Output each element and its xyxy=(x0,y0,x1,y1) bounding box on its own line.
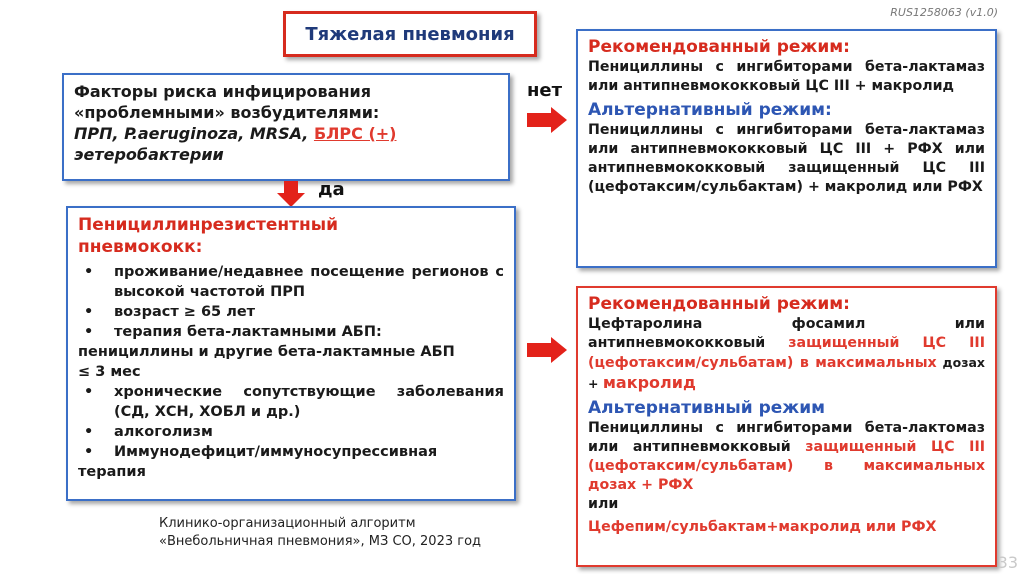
rec-red-2: макролид xyxy=(602,373,696,392)
arrow-down-icon xyxy=(277,181,305,207)
recommended-text: Пенициллины с ингибиторами бета-лактамаз или антипневмококковый ЦС III + макролид xyxy=(588,59,985,94)
title-box xyxy=(283,11,537,57)
risk-line-1: Факторы риска инфицирования xyxy=(74,82,371,101)
risk-pathogens: ПРП, P.aeruginoza, MRSA, xyxy=(74,124,314,143)
recommended-heading: Рекомендованный режим: xyxy=(588,37,850,57)
arrow-right-icon xyxy=(527,107,567,133)
list-item: терапия xyxy=(78,464,146,480)
rec-plain-1: Цефтаролина фосамил или антипневмококковый xyxy=(588,316,985,351)
risk-line-2: «проблемными» возбудителями: xyxy=(74,103,380,122)
list-item: пенициллины и другие бета-лактамные АБП xyxy=(78,344,455,360)
list-item: • возраст ≥ 65 лет xyxy=(78,302,504,322)
final-regimen: Цефепим/сульбактам+макролид или РФХ xyxy=(588,519,937,535)
penicillin-resistant-box xyxy=(66,206,516,501)
penicillin-title-1: Пенициллинрезистентный xyxy=(78,215,339,235)
alt-red: защищенный ЦС III (цефотаксим/сульбатам) в максимальных дозах + РФХ xyxy=(588,439,985,493)
regimen-box-no-risk xyxy=(576,29,997,268)
source-line-1: Клинико-организационный алгоритм xyxy=(159,516,416,531)
penicillin-title-2: пневмококк: xyxy=(78,237,203,257)
alternative-text xyxy=(588,419,985,495)
list-item: • проживание/недавнее посещение регионов с высокой частотой ПРП xyxy=(78,262,504,302)
list-item: • хронические сопутствующие заболевания (СД, ХСН, ХОБЛ и др.) xyxy=(78,382,504,422)
or-text: или xyxy=(588,496,619,512)
source-note xyxy=(159,515,481,551)
recommended-text xyxy=(588,315,985,394)
list-item: • терапия бета-лактамными АБП: xyxy=(78,322,504,342)
alternative-heading: Альтернативный режим xyxy=(588,398,826,418)
list-item: ≤ 3 мес xyxy=(78,364,141,380)
label-yes: да xyxy=(318,179,345,200)
source-line-2: «Внебольничная пневмония», МЗ СО, 2023 год xyxy=(159,534,482,549)
recommended-heading: Рекомендованный режим: xyxy=(588,294,850,314)
page-title: Тяжелая пневмония xyxy=(305,23,515,45)
alternative-heading: Альтернативный режим: xyxy=(588,100,832,120)
rec-plain-2: дозах + xyxy=(588,355,985,391)
regimen-box-risk xyxy=(576,286,997,567)
label-no: нет xyxy=(527,80,563,101)
risk-factors-box xyxy=(62,73,510,181)
risk-esbl: БЛРС (+) xyxy=(313,124,397,143)
page-number: 33 xyxy=(997,553,1018,572)
arrow-right-icon xyxy=(527,337,567,363)
alt-plain: Пенициллины с ингибиторами бета-лактомаз или антипневмокковый xyxy=(588,420,985,455)
rec-red-1: защищенный ЦС III (цефотаксим/сульбатам) в максимальных xyxy=(588,335,985,371)
list-item: • алкоголизм xyxy=(78,422,504,442)
alternative-text: Пенициллины с ингибиторами бета-лактамаз или антипневмококковый ЦС III + РФХ или антипневмококковый защищенный ЦС III (цефотаксим/сульбактам) + макролид или РФХ xyxy=(588,122,985,195)
penicillin-risk-list xyxy=(78,262,504,482)
document-id: RUS1258063 (v1.0) xyxy=(890,6,998,19)
risk-line-4: эетеробактерии xyxy=(74,145,224,164)
list-item: • Иммунодефицит/иммуносупрессивная xyxy=(78,442,504,462)
risk-line-3 xyxy=(74,123,498,144)
